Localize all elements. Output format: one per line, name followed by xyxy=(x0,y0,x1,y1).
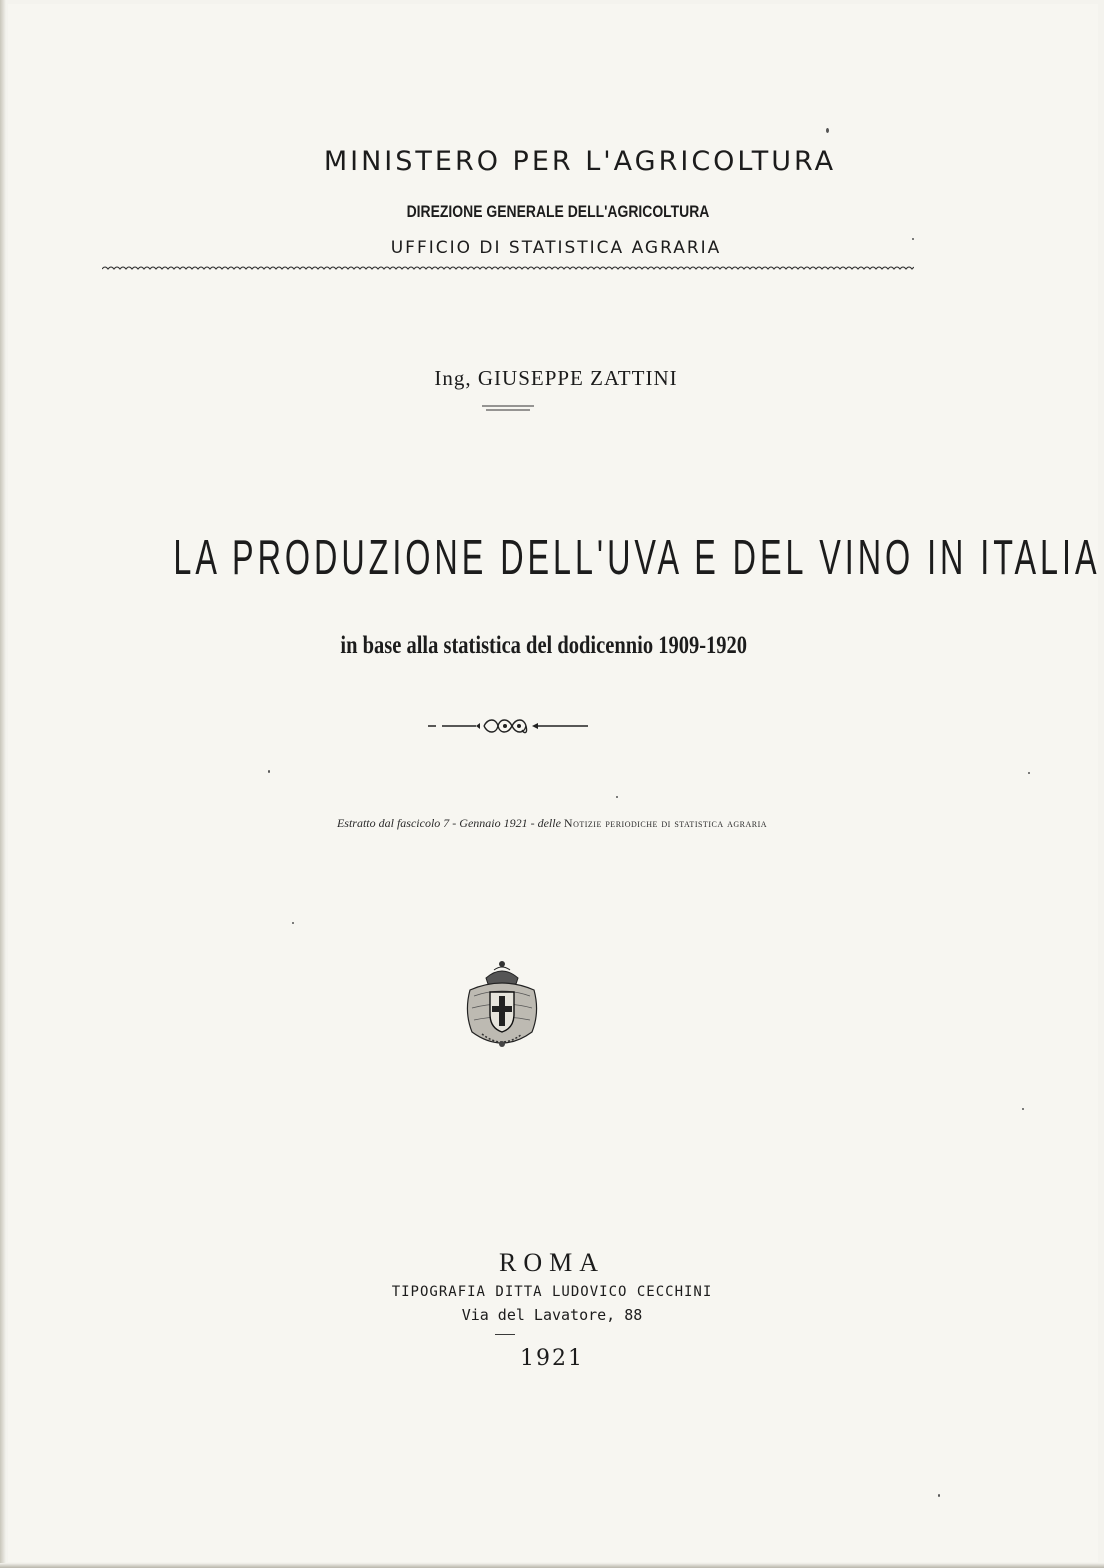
document-title: LA PRODUZIONE DELL'UVA E DEL VINO IN ITALIA xyxy=(173,531,1101,585)
speck xyxy=(292,922,294,924)
imprint-address: Via del Lavatore, 88 xyxy=(461,1306,643,1324)
document-subtitle: in base alla statistica del dodicennio 1909-1920 xyxy=(340,632,748,659)
ornament-divider xyxy=(428,716,588,736)
speck xyxy=(1022,1108,1024,1110)
royal-crest-icon xyxy=(460,956,544,1050)
imprint-printer: TIPOGRAFIA DITTA LUDOVICO CECCHINI xyxy=(391,1284,713,1300)
imprint-city: ROMA xyxy=(498,1248,605,1277)
speck xyxy=(1028,772,1030,774)
direction-heading: DIREZIONE GENERALE DELL'AGRICOLTURA xyxy=(406,202,710,221)
imprint-year: 1921 xyxy=(520,1346,584,1371)
speck xyxy=(268,770,270,773)
author-name: Ing, GIUSEPPE ZATTINI xyxy=(434,366,678,390)
ministry-heading: MINISTERO PER L'AGRICOLTURA xyxy=(323,146,837,177)
speck xyxy=(938,1494,940,1497)
author-divider xyxy=(482,404,534,412)
office-heading: UFFICIO DI STATISTICA AGRARIA xyxy=(390,238,722,258)
extract-note-publication: Notizie periodiche di statistica agraria xyxy=(563,816,768,830)
imprint-divider xyxy=(495,1334,515,1335)
page-edge-bottom xyxy=(0,1563,1104,1568)
wavy-divider xyxy=(102,262,914,276)
page-edge-left xyxy=(0,0,6,1568)
speck xyxy=(616,796,618,798)
speck xyxy=(826,128,829,133)
extract-note xyxy=(0,816,1104,831)
extract-note-source: Estratto dal fascicolo 7 - Gennaio 1921 - delle xyxy=(336,816,561,830)
